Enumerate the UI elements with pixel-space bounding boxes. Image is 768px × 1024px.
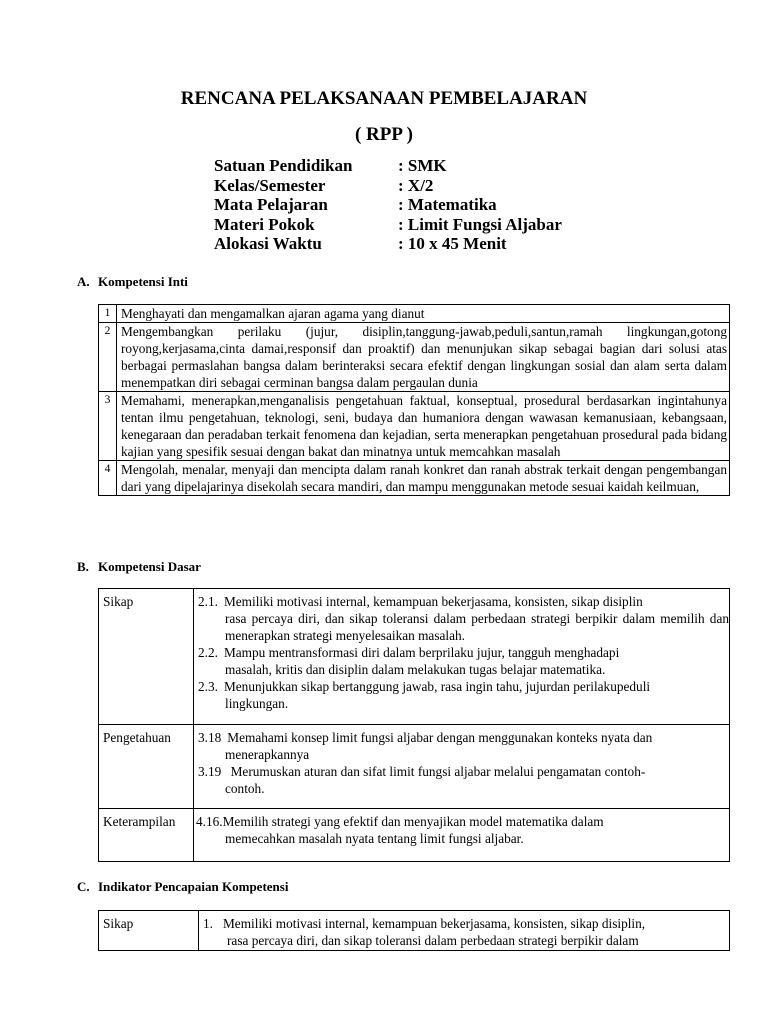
section-heading-a	[77, 274, 188, 290]
meta-row	[214, 195, 562, 215]
item-text: Merumuskan aturan dan sifat limit fungsi aljabar melalui pengamatan contoh-	[227, 764, 646, 779]
meta-key: Alokasi Waktu	[214, 234, 322, 253]
meta-row	[214, 176, 562, 196]
table-row	[99, 911, 730, 951]
list-item	[198, 729, 729, 746]
item-number: 1.	[203, 916, 213, 931]
item-continuation: contoh.	[225, 781, 265, 796]
section-title: Kompetensi Inti	[98, 274, 188, 289]
table-row	[99, 392, 730, 461]
row-text: Mengolah, menalar, menyaji dan mencipta dalam ranah konkret dan ranah abstrak terkait dengan pengembangan dari yang dipelajarinya disekolah secara mandiri, dan mampu menggunakan metode sesuai kaidah keilmuan,	[117, 461, 730, 496]
list-item	[203, 915, 725, 932]
item-text: Memiliki motivasi internal, kemampuan bekerjasama, konsisten, sikap disiplin	[223, 594, 643, 609]
item-continuation: rasa percaya diri, dan sikap toleransi dalam perbedaan strategi berpikir dalam memilih dan menerapkan strategi menyelesaikan masalah.	[225, 611, 729, 643]
item-number: 2.3.	[198, 679, 218, 694]
row-label: Sikap	[99, 911, 199, 951]
list-item	[198, 644, 729, 661]
table-row	[99, 809, 730, 862]
meta-key: Satuan Pendidikan	[214, 156, 353, 175]
section-title: Indikator Pencapaian Kompetensi	[98, 879, 289, 894]
item-number: 3.18	[198, 730, 222, 745]
section-letter: B.	[77, 559, 89, 574]
item-continuation: lingkungan.	[225, 696, 289, 711]
meta-value: : Matematika	[398, 195, 497, 214]
row-label: Sikap	[99, 589, 194, 725]
item-text: Memilih strategi yang efektif dan menyajikan model matematika dalam	[222, 814, 604, 829]
row-number: 3	[99, 392, 117, 461]
item-text: Menunjukkan sikap bertanggung jawab, rasa ingin tahu, jujurdan perilakupeduli	[223, 679, 651, 694]
meta-key: Materi Pokok	[214, 214, 315, 234]
row-content	[194, 809, 730, 862]
section-title: Kompetensi Dasar	[98, 559, 201, 574]
list-item	[196, 813, 729, 830]
item-text: Mampu mentransformasi diri dalam berprilaku jujur, tangguh menghadapi	[223, 645, 620, 660]
section-letter: A.	[77, 274, 90, 289]
row-text: Mengembangkan perilaku (jujur, disiplin,tanggung-jawab,peduli,santun,ramah lingkungan,gotong royong,kerjasama,cinta damai,responsif dan proaktif) dan menunjukan sikap sebagai bagian dari solusi atas berbagai permaslahan bangsa dalam berinteraksi secara efektif dengan lingkungan sosial dan alam serta dalam menempatkan diri sebagai cerminan bangsa dalam pergaulan dunia	[117, 323, 730, 392]
row-text: Memahami, menerapkan,menganalisis pengetahuan faktual, konseptual, prosedural berdasarkan ingintahunya tentan ilmu pengetahuan, teknologi, seni, budaya dan humaniora dengan wawasan kemanusiaan, kebangsaan, kenegaraan dan peradaban terkait fenomena dan kejadian, serta menerapkan pengetahuan prosedural pada bidang kajian yang spesifik sesuai dengan bakat dan minatnya untuk memcahkan masalah	[117, 392, 730, 461]
meta-value: : X/2	[398, 175, 434, 195]
identity-block	[214, 156, 562, 254]
row-number: 2	[99, 323, 117, 392]
list-item	[198, 763, 729, 780]
row-number: 1	[99, 305, 117, 323]
list-item	[198, 593, 729, 610]
row-content	[194, 589, 730, 725]
meta-row	[214, 234, 562, 254]
table-row	[99, 589, 730, 725]
item-continuation: menerapkannya	[225, 747, 310, 762]
indikator-table	[98, 910, 730, 951]
item-continuation: rasa percaya diri, dan sikap toleransi dalam perbedaan strategi berpikir dalam	[227, 933, 639, 948]
kompetensi-dasar-table	[98, 588, 730, 862]
meta-value: : Limit Fungsi Aljabar	[398, 214, 562, 234]
list-item	[198, 678, 729, 695]
item-number: 3.19	[198, 764, 222, 779]
row-content	[199, 911, 730, 951]
kompetensi-inti-table	[98, 304, 730, 496]
meta-row	[214, 215, 562, 235]
item-number: 4.16.	[196, 814, 223, 829]
meta-value: : 10 x 45 Menit	[398, 234, 507, 253]
section-heading-c	[77, 879, 288, 895]
row-number: 4	[99, 461, 117, 496]
row-content	[194, 725, 730, 809]
row-label: Keterampilan	[99, 809, 194, 862]
document-title: RENCANA PELAKSANAAN PEMBELAJARAN	[180, 88, 588, 109]
meta-value: : SMK	[398, 156, 447, 175]
meta-key: Mata Pelajaran	[214, 195, 328, 214]
section-heading-b	[77, 559, 201, 575]
row-text: Menghayati dan mengamalkan ajaran agama yang dianut	[117, 305, 730, 323]
item-number: 2.2.	[198, 645, 218, 660]
document-subtitle: ( RPP )	[354, 124, 414, 145]
table-row	[99, 725, 730, 809]
section-letter: C.	[77, 879, 90, 894]
item-text: Memiliki motivasi internal, kemampuan bekerjasama, konsisten, sikap disiplin,	[222, 916, 646, 931]
item-continuation: memecahkan masalah nyata tentang limit fungsi aljabar.	[225, 831, 524, 846]
item-number: 2.1.	[198, 594, 218, 609]
row-label: Pengetahuan	[99, 725, 194, 809]
meta-key: Kelas/Semester	[214, 175, 326, 195]
table-row	[99, 323, 730, 392]
item-continuation: masalah, kritis dan disiplin dalam melakukan tugas belajar matematika.	[225, 662, 606, 677]
table-row	[99, 305, 730, 323]
meta-row	[214, 156, 562, 176]
item-text: Memahami konsep limit fungsi aljabar dengan menggunakan konteks nyata dan	[227, 730, 653, 745]
table-row	[99, 461, 730, 496]
